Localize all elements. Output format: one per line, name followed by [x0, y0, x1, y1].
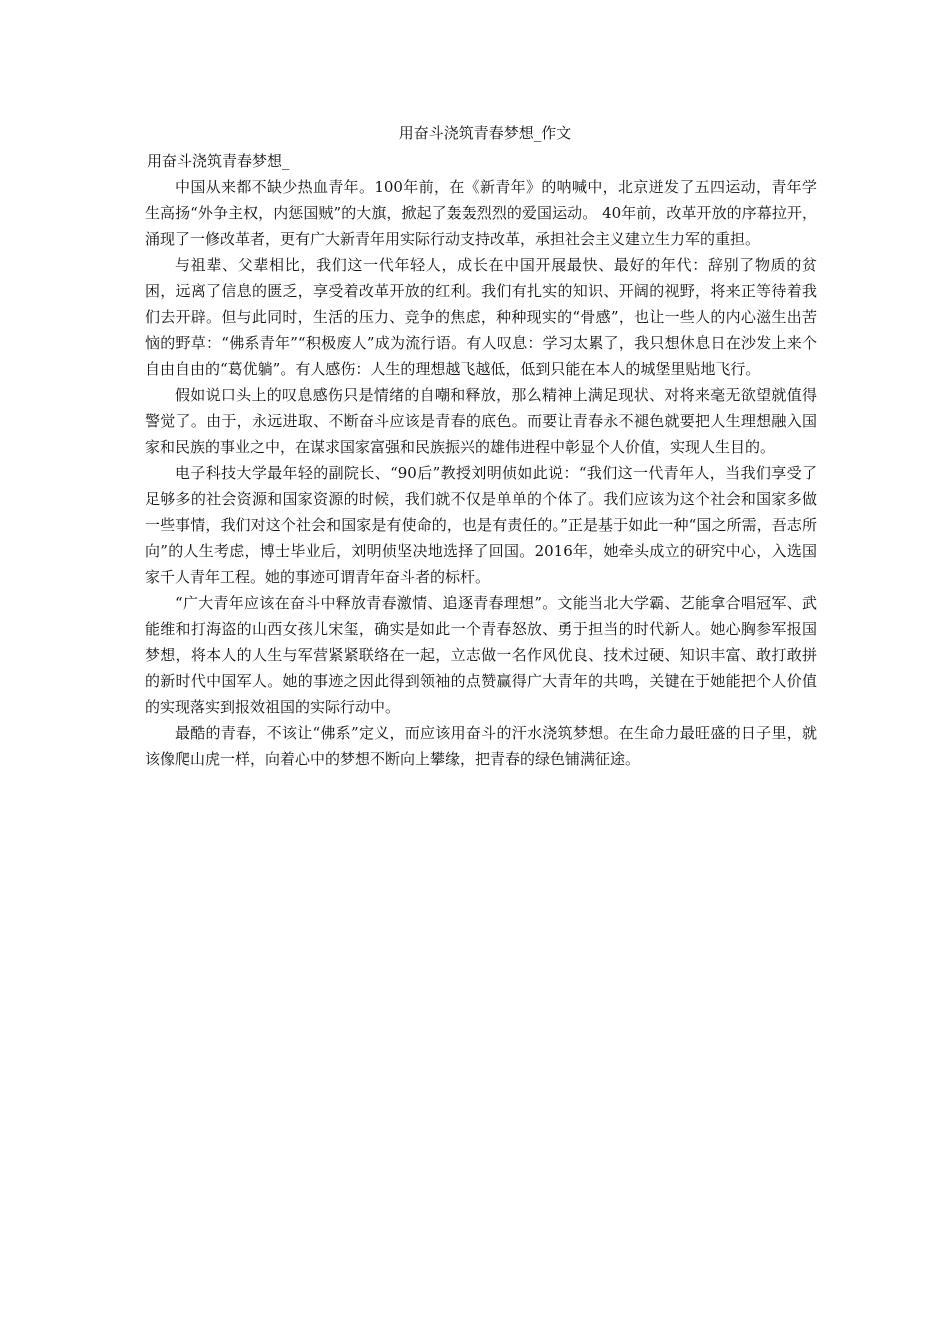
paragraph: 最酷的青春，不该让“佛系”定义，而应该用奋斗的汗水浇筑梦想。在生命力最旺盛的日子里，就该像爬山虎一样，向着心中的梦想不断向上攀缘，把青春的绿色铺满征途。	[145, 724, 817, 768]
document-subtitle: 用奋斗浇筑青春梦想_	[147, 152, 290, 170]
document-page	[145, 122, 817, 772]
paragraph: 假如说口头上的叹息感伤只是情绪的自嘲和释放，那么精神上满足现状、对将来毫无欲望就值得警觉了。由于，永远进取、不断奋斗应该是青春的底色。而要让青春永不褪色就要把人生理想融入国家和民族的事业之中，在谋求国家富强和民族振兴的雄伟进程中彰显个人价值，实现人生目的。	[145, 386, 817, 456]
paragraph: 电子科技大学最年轻的副院长、“90后”教授刘明侦如此说：“我们这一代青年人，当我们享受了足够多的社会资源和国家资源的时候，我们就不仅是单单的个体了。我们应该为这个社会和国家多做一些事情，我们对这个社会和国家是有使命的，也是有责任的。”正是基于如此一种“国之所需，吾志所向”的人生考虑，博士毕业后，刘明侦坚决地选择了回国。2016年，她牵头成立的研究中心，入选国家千人青年工程。她的事迹可谓青年奋斗者的标杆。	[145, 464, 817, 586]
paragraph: 与祖辈、父辈相比，我们这一代年轻人，成长在中国开展最快、最好的年代：辞别了物质的贫困，远离了信息的匮乏，享受着改革开放的红利。我们有扎实的知识、开阔的视野，将来正等待着我们去开辟。但与此同时，生活的压力、竞争的焦虑，种种现实的“骨感”，也让一些人的内心滋生出苦恼的野草：“佛系青年”“积极废人”成为流行语。有人叹息：学习太累了，我只想休息日在沙发上来个自由自由的“葛优躺”。有人感伤：人生的理想越飞越低，低到只能在本人的城堡里贴地飞行。	[145, 256, 817, 378]
document-title: 用奋斗浇筑青春梦想_作文	[398, 124, 572, 142]
paragraph: 中国从来都不缺少热血青年。100年前，在《新青年》的呐喊中，北京迸发了五四运动，青年学生高扬“外争主权，内惩国贼”的大旗，掀起了轰轰烈烈的爱国运动。 40年前，改革开放的序幕拉开，涌现了一修改革者，更有广大新青年用实际行动支持改革，承担社会主义建立生力军的重担。	[145, 178, 817, 248]
paragraph: “广大青年应该在奋斗中释放青春激情、追逐青春理想”。文能当北大学霸、艺能拿合唱冠军、武能维和打海盗的山西女孩儿宋玺，确实是如此一个青春怒放、勇于担当的时代新人。她心胸参军报国梦想，将本人的人生与军营紧紧联络在一起，立志做一名作风优良、技术过硬、知识丰富、敢打敢拼的新时代中国军人。她的事迹之因此得到领袖的点赞赢得广大青年的共鸣，关键在于她能把个人价值的实现落实到报效祖国的实际行动中。	[145, 594, 817, 716]
